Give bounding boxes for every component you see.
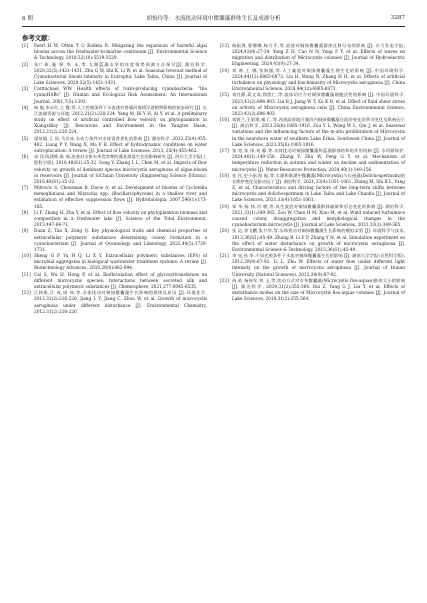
- reference-item: [220, 93, 405, 118]
- reference-number: [1]: [22, 44, 29, 49]
- reference-item: [220, 149, 405, 174]
- reference-number: [11]: [22, 272, 31, 278]
- reference-item: [22, 291, 207, 316]
- header-rule: [22, 26, 405, 27]
- reference-text: 芮 政,杨伟军,刘 玉,等.扰动方式对水华微囊藻(Microcystis flos-aquae)群体大小的影响 [J]. 湖泊科学, 2019,31(2):355-364. Rui Z, Yang G J, Liu Y, et al. Effects of disturbance modes on the size of Microcystis flos-aquae colonies [J]. Journal of Lake Sciences, 2019,31(2):355-364.: [232, 278, 405, 303]
- reference-text: 邹 华,杨 林,肖 敏,等.风生波浪对铜绿微囊藻群体破碎和形态变化的影响 [J]. 湖泊科学, 2021,33(1):349-365. Zou W, Chen H M, Xiao M, et al. Wind induced turbulence caused colony disaggregation and morphological changes in the cyanobacterium microcystis [J]. Journal of Lake Sciences, 2021,33(2):349-365.: [232, 204, 405, 229]
- reference-text: 刘任静,蒋文涛,徐凯仁,等.流体切应力对铜绿微囊藻细胞活性的影响 [J]. 中国环境科学, 2023,43(2):896-903. Liu R J, Jiang W T, Xu K R, et al. Effect of fluid shear stress on activity of Microcystis aeruginosa cells [J]. China Environmental Science, 2023,43(2):896-903.: [232, 93, 405, 117]
- reference-number: [21]: [220, 254, 229, 260]
- reference-item: [220, 69, 405, 94]
- reference-item: [22, 211, 207, 229]
- reference-item: [22, 229, 207, 254]
- reference-text: Cai S, Wu H, Hong P, et al. Biofloculation effect of glycosyltransferase on different microcystis species: Interactions between secreted silk and extracellular polymeric substances [J]. Chemosphere, 2021,277:0045-6535.: [34, 272, 207, 291]
- reference-number: [7]: [22, 186, 29, 192]
- reference-item: [22, 63, 207, 88]
- reference-item: [220, 205, 405, 230]
- reference-text: 朱广伟,施 坤,李 未,等.太湖蓝藻水华的年度情势预测方法探讨[J]. 湖泊科学, 2020,32(5):1421-1431. Zhu G W, Shi K, Li W, et al. Seasonal forecast method of Cyanobacterial bloom intensity in Eutrophic Lake Taihu, China [J]. Journal of Lake Sciences, 2020,32(5):1421-1431.: [34, 62, 207, 87]
- reference-item: [22, 273, 207, 291]
- reference-number: [9]: [22, 229, 29, 235]
- reference-text: 张 民,史小丽,阳 振,等.太湖和巢湖中微囊藻(Microcystis)与长孢藻(Dolichospermum)的长期序变化及驱动因子 [J]. 湖泊科学, 2021,33(4):1051-1061. Zhang M, Shi X L, Yang Z, et al. Characteristics and driving factors of the long-term shifts between microcystis and dolichospermum in Lake Taihu and Lake Chaohu [J]. Journal of Lake Sciences, 2021,33(4):1051-1061.: [232, 173, 405, 204]
- reference-item: [220, 44, 405, 69]
- reference-text: Carmichael WW. Health effects of toxin-producing cyanobacteria: "the cyanoHABs" [J]. Human and Ecological Risk Assessment: An International Journal, 2001,7(5):1393.: [34, 87, 207, 105]
- reference-number: [22]: [220, 278, 229, 284]
- reference-number: [3]: [22, 87, 29, 93]
- reference-item: [22, 44, 207, 62]
- reference-number: [18]: [220, 173, 229, 179]
- references-column-right: [220, 44, 405, 304]
- reference-number: [17]: [220, 149, 229, 155]
- reference-number: [12]: [22, 291, 31, 297]
- reference-item: [22, 87, 207, 105]
- page-header: [22, 13, 405, 23]
- running-title: 胡怡玲等：水流扰动环境中微囊藻群体生长及成群分析: [146, 16, 281, 22]
- reference-text: 梁培瑜,王 烜,马芳冰.水动力条件对水体富营养化的影响 [J]. 湖泊科学, 2013,25(4):455-462. Liang P Y, Wang X, Ma F B. Effect of hydrodynamic conditions on water eutrophication: A review [J]. Journal of Lake Sciences, 2013, 25(4):455-462.: [34, 136, 207, 155]
- reference-text: 刘 欢,王 娜,张海涵,等.人工紊流对铜绿微囊藻生理生化的影响 [J]. 中国环境科学, 2024,44(12):6865-6873. Liu H, Wang N, Zhang H H, et al. Effects of artificial turbulence on physiology and biochemistry of Microcystis aeruginosa [J]. China Environmental Science, 2024,44(12):6865-6873.: [232, 68, 405, 93]
- reference-item: [22, 186, 207, 211]
- reference-text: 邹锐兰,王晗琪,秦 仁,等.西南高原地区湖泊内铜绿微囊藻在流场变化的季节变化及影响因子 [J]. 湖泊科学, 2023,35(6):1965-1916. Zou Y L, Wang W L, Qin J, et al. Seasonal variations and the influencing factors of the in-situ proliferation of Microcystis in the nearshore water of southern Lake Erhai, Southwest China [J]. Journal of Lake Sciences, 2023,35(6):1905-1916.: [232, 118, 405, 148]
- reference-number: [14]: [220, 68, 229, 74]
- reference-item: [220, 279, 405, 304]
- reference-number: [13]: [220, 44, 229, 49]
- reference-text: Duan Z, Tan X, Zeng Q. Key physiological traits and chemical properties of extracellular polymeric substances determining colony formation in a cyanobacterium [J]. Journal of Oceanology and Limnology, 2022,40(5):1720-1731.: [34, 229, 207, 253]
- reference-number: [5]: [22, 136, 29, 142]
- reference-text: 宋 洋,陈建辉,陈 瑞.流速对水体水华优势种的藻类群落生长的影响研究 [J]. 四川大学学报(工程科学版), 2016,48(S1):25-32. Song Y, Zhang L L, Chen M, et al. Impacts of flow velocity on growth of dominant species microcystis aeruginosa of algae-bloom in reservoirs [J]. Journal of SiChuan University (Engineering Science Edition), 2016,48(S1):25-32.: [34, 155, 207, 185]
- reference-text: Li F, Zhang H, Zhu Y, et al. Effect of flow velocity on phytoplankton biomass and composition in a freshwater lake [J]. Science of the Total Environment, 2013,447:64-71.: [34, 210, 207, 229]
- references-column-left: [22, 44, 207, 316]
- reference-number: [20]: [220, 229, 229, 235]
- reference-text: 杨振海,曹娜娜,杨方平,等.流速对铜绿微囊藻群体迁移分布的影响 [J]. 水力发电学报, 2024,43(9):27-34. Yang Z H, Cao N N, Yang F Y, et al. Effects of waves on migration and distribution of Microcystis colonies [J]. Journal of Hydroelectric Engineering, 2024,43(9):27-34.: [232, 44, 405, 68]
- reference-item: [22, 155, 207, 186]
- reference-item: [22, 137, 207, 155]
- reference-item: [220, 229, 405, 254]
- reference-number: [16]: [220, 118, 229, 124]
- reference-item: [22, 106, 207, 137]
- reference-number: [8]: [22, 210, 29, 216]
- reference-item: [220, 174, 405, 205]
- reference-text: 杨 毅,毕永红,王 鹭,等.人工控制条件下水流速对香溪河海湾浮游植物影响的初步研究 [J]. 长江流域资源与环境, 2012,21(2):220-224. Yang M, Bi Y H, Ai Y, et al. A preliminary study on effect of artificial controlled flow velocity on phytoplankton in XiangxiBay [J]. Resources and Environment in the Yangtze Basin, 2012,21(2):220-224.: [34, 105, 207, 136]
- reference-text: 张 宽,朱 伟,刘 静,等.水体扰动对铜绿微囊藻和蓝藻群落结构的作用机制 [J]. 水资源保护, 2024,40(1):149-156. Zhang Y, Zhu W, Feng G Y, et al. Mechanism of temperature reduction in autumn and winter on decline and sedimentation of microcystis [J]. Water Resources Protection, 2024,40(1):149-156.: [232, 149, 405, 173]
- reference-number: [2]: [22, 62, 29, 68]
- reference-text: 张 沁,李飞鹏,张月华,等.水体扰动对铜绿微囊藻生长影响的模拟实验 [J]. 环境科学与技术, 2013,36(S1):45-49. Zhang B, Li F P, Zhang Y H, et al. Simulation experiment on the effect of water disturbance on growth of microcystis aeruginosa [J]. Environmental Science & Technology, 2013,36(S1):45-49.: [232, 229, 405, 253]
- reference-text: 江林燕,江 成,周 伟,等.水体扰动对铜绿微囊藻生长影响的规律及原因 [J]. 环境化学, 2012,31(2):216-220. Jiang L Y, Jiang C, Zhou W, et al. Growth of microcystis aeruginosa under different disturbance [J]. Environmental Chemistry, 2012,31(2):216-220.: [34, 291, 207, 315]
- issue-label: 6 期: [22, 16, 33, 22]
- page-number: 3287: [390, 15, 405, 21]
- reference-item: [220, 118, 405, 149]
- reference-text: Sheng G P, Yu H Q, Li X Y. Extracellular polymeric substances (EPS) of microbial aggregates in biological wastewater treatment systems: A review [J]. Biotechnology Advances, 2010,28(6):882-894.: [34, 254, 207, 272]
- reference-item: [22, 254, 207, 272]
- reference-item: [220, 254, 405, 279]
- reference-number: [4]: [22, 105, 29, 111]
- reference-number: [6]: [22, 155, 29, 161]
- reference-number: [19]: [220, 204, 229, 210]
- reference-text: Mitrovic S, Chessman B, Davie A, et al. Development of blooms of Cyclotella meneghiniana and Nitzschia spp. (Bacillariophyceae) in a shallow river and estimation of effective suppression flows [J]. Hydrobiologia, 2007,596(1):173-185.: [34, 186, 207, 210]
- reference-number: [15]: [220, 93, 229, 99]
- reference-number: [10]: [22, 254, 31, 260]
- reference-text: 李 亮,孙 华.不同光照条件下水流对铜绿微囊藻生长的影响 [J]. 湖南大学学报(自然科学版), 2012,39(9):87-92. Li L, Zhu W. Effects of water flow under different light intensity on the growth of microcystis aeruginosa [J]. Journal of Hunan University (Natural Sciences), 2012,39(9):87-92.: [232, 254, 405, 278]
- references-heading: 参考文献：: [22, 34, 54, 42]
- reference-text: Paerl H W, Otten T G Kudela R. Mitigating the expansion of harmful algal blooms across the freshwater-to-marine continuum [J]. Environmental Science & Technology, 2018,52(10):5519-5529.: [34, 44, 207, 62]
